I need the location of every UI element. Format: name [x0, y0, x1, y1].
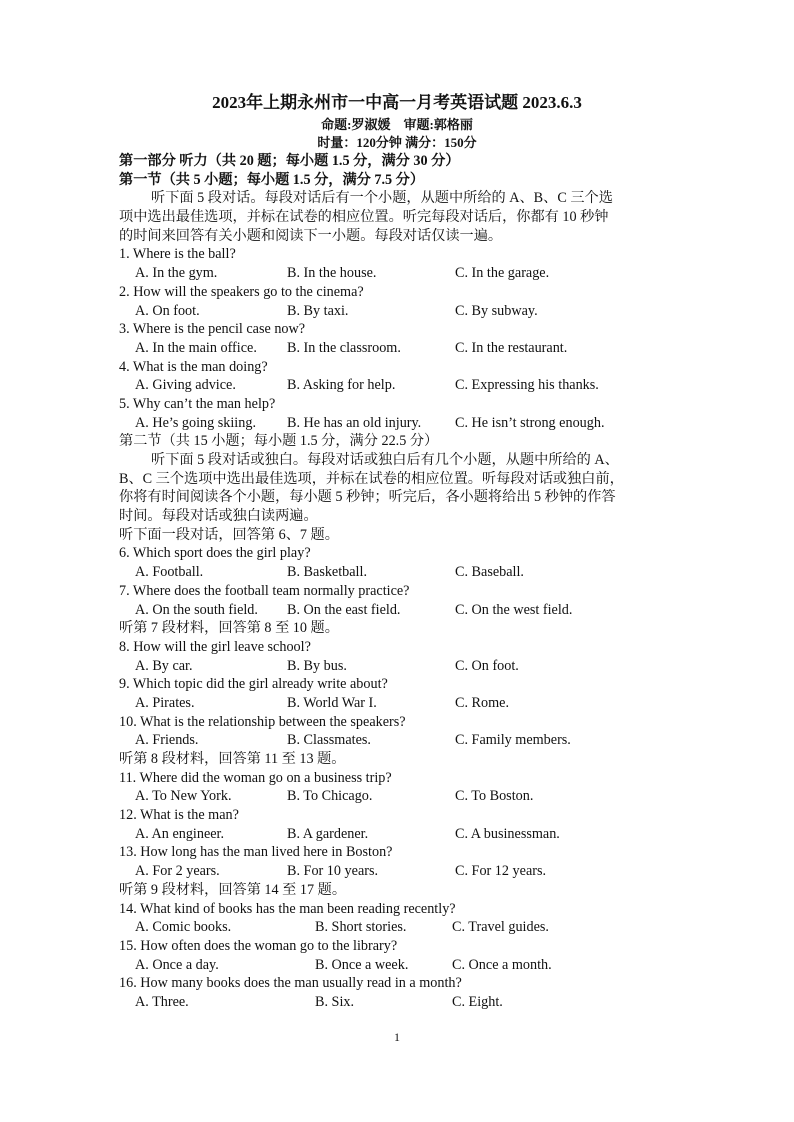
option-a: A. In the main office.	[135, 339, 257, 356]
option-c: C. On the west field.	[455, 601, 573, 618]
answer-options	[119, 657, 679, 676]
section2-instructions: 时间。每段对话或独白读两遍。	[119, 508, 318, 525]
option-b: B. For 10 years.	[287, 863, 379, 880]
option-c: C. In the restaurant.	[455, 339, 568, 356]
time-score-line: 时量：120分钟 满分：150分	[317, 135, 477, 150]
answer-options	[119, 787, 679, 806]
option-c: C. Eight.	[452, 993, 503, 1010]
exam-title: 2023年上期永州市一中高一月考英语试题 2023.6.3	[212, 93, 582, 112]
group-instruction: 听下面一段对话，回答第 6、7 题。	[119, 526, 339, 543]
option-c: C. To Boston.	[455, 788, 534, 805]
option-b: B. In the house.	[287, 265, 377, 282]
option-b: B. Short stories.	[315, 919, 407, 936]
answer-options	[119, 993, 679, 1012]
option-a: A. On the south field.	[135, 601, 258, 618]
option-b: B. On the east field.	[287, 601, 401, 618]
option-c: C. Travel guides.	[452, 919, 549, 936]
option-a: A. By car.	[135, 657, 193, 674]
option-a: A. Football.	[135, 564, 204, 581]
option-b: B. Once a week.	[315, 956, 409, 973]
question-text: 15. How often does the woman go to the library?	[119, 937, 398, 954]
option-c: C. He isn’t strong enough.	[455, 414, 605, 431]
answer-options	[119, 918, 679, 937]
option-a: A. Once a day.	[135, 956, 219, 973]
option-c: C. By subway.	[455, 302, 538, 319]
question-text: 3. Where is the pencil case now?	[119, 321, 306, 338]
option-a: A. To New York.	[135, 788, 232, 805]
page-number: 1	[394, 1030, 400, 1044]
option-b: B. He has an old injury.	[287, 414, 422, 431]
answer-options	[119, 731, 679, 750]
option-a: A. Giving advice.	[135, 377, 236, 394]
option-c: C. For 12 years.	[455, 863, 547, 880]
question-text: 13. How long has the man lived here in Boston?	[119, 844, 393, 861]
option-b: B. Classmates.	[287, 732, 371, 749]
section1-instructions: 项中选出最佳选项，并标在试卷的相应位置。听完每段对话后，你都有 10 秒钟	[119, 209, 609, 226]
option-c: C. On foot.	[455, 657, 519, 674]
answer-options	[119, 601, 679, 620]
question-text: 9. Which topic did the girl already write about?	[119, 676, 388, 693]
answer-options	[119, 862, 679, 881]
section1-instructions: 的时间来回答有关小题和阅读下一小题。每段对话仅读一遍。	[119, 227, 503, 244]
question-text: 10. What is the relationship between the speakers?	[119, 713, 406, 730]
question-text: 6. Which sport does the girl play?	[119, 545, 311, 562]
question-text: 8. How will the girl leave school?	[119, 638, 311, 655]
answer-options	[119, 956, 679, 975]
question-text: 5. Why can’t the man help?	[119, 395, 276, 412]
option-c: C. Once a month.	[452, 956, 552, 973]
option-c: C. In the garage.	[455, 265, 550, 282]
question-text: 14. What kind of books has the man been reading recently?	[119, 900, 456, 917]
question-text: 11. Where did the woman go on a business trip?	[119, 769, 392, 786]
section2-instructions: 你将有时间阅读各个小题，每小题 5 秒钟；听完后，各小题将给出 5 秒钟的作答	[119, 489, 616, 506]
group-instruction: 听第 7 段材料，回答第 8 至 10 题。	[119, 620, 339, 637]
option-b: B. World War I.	[287, 694, 377, 711]
option-b: B. Asking for help.	[287, 377, 396, 394]
answer-options	[119, 414, 679, 433]
group-instruction: 听第 8 段材料，回答第 11 至 13 题。	[119, 751, 346, 767]
section2-instructions: 听下面 5 段对话或独白。每段对话或独白后有几个小题，从题中所给的 A、	[151, 452, 619, 468]
section1-instructions: 听下面 5 段对话。每段对话后有一个小题，从题中所给的 A、B、C 三个选	[151, 190, 613, 207]
answer-options	[119, 264, 679, 283]
question-text: 1. Where is the ball?	[119, 246, 236, 263]
option-b: B. By taxi.	[287, 302, 349, 319]
option-a: A. He’s going skiing.	[135, 414, 256, 431]
option-b: B. Six.	[315, 993, 355, 1010]
option-b: B. Basketball.	[287, 564, 367, 581]
answer-options	[119, 339, 679, 358]
option-a: A. For 2 years.	[135, 863, 220, 880]
question-text: 2. How will the speakers go to the cinema?	[119, 283, 364, 300]
question-text: 7. Where does the football team normally practice?	[119, 582, 410, 599]
section2-heading: 第二节（共 15 小题；每小题 1.5 分，满分 22.5 分）	[119, 433, 439, 450]
option-a: A. Pirates.	[135, 694, 195, 711]
option-b: B. A gardener.	[287, 825, 369, 842]
option-c: C. Rome.	[455, 694, 509, 711]
section2-instructions: B、C 三个选项中选出最佳选项，并标在试卷的相应位置。听每段对话或独白前，	[119, 470, 624, 487]
part1-heading: 第一部分 听力（共 20 题；每小题 1.5 分，满分 30 分）	[119, 153, 460, 169]
answer-options	[119, 694, 679, 713]
option-c: C. A businessman.	[455, 825, 560, 842]
option-a: A. On foot.	[135, 302, 200, 319]
question-text: 16. How many books does the man usually read in a month?	[119, 975, 462, 992]
option-c: C. Baseball.	[455, 564, 524, 581]
question-text: 4. What is the man doing?	[119, 358, 268, 375]
answer-options	[119, 563, 679, 582]
question-text: 12. What is the man?	[119, 807, 239, 824]
section1-heading: 第一节（共 5 小题；每小题 1.5 分，满分 7.5 分）	[119, 171, 425, 188]
authors-line: 命题:罗淑媛 审题:郭格丽	[321, 117, 473, 132]
option-c: C. Expressing his thanks.	[455, 377, 599, 394]
option-a: A. An engineer.	[135, 825, 225, 842]
option-b: B. In the classroom.	[287, 339, 401, 356]
answer-options	[119, 302, 679, 321]
option-b: B. To Chicago.	[287, 788, 373, 805]
group-instruction: 听第 9 段材料，回答第 14 至 17 题。	[119, 881, 347, 898]
option-c: C. Family members.	[455, 732, 571, 749]
exam-content	[119, 152, 679, 1012]
option-a: A. Three.	[135, 993, 189, 1010]
answer-options	[119, 825, 679, 844]
answer-options	[119, 376, 679, 395]
option-a: A. Comic books.	[135, 919, 232, 936]
option-a: A. Friends.	[135, 732, 199, 749]
option-b: B. By bus.	[287, 657, 347, 674]
option-a: A. In the gym.	[135, 265, 218, 282]
